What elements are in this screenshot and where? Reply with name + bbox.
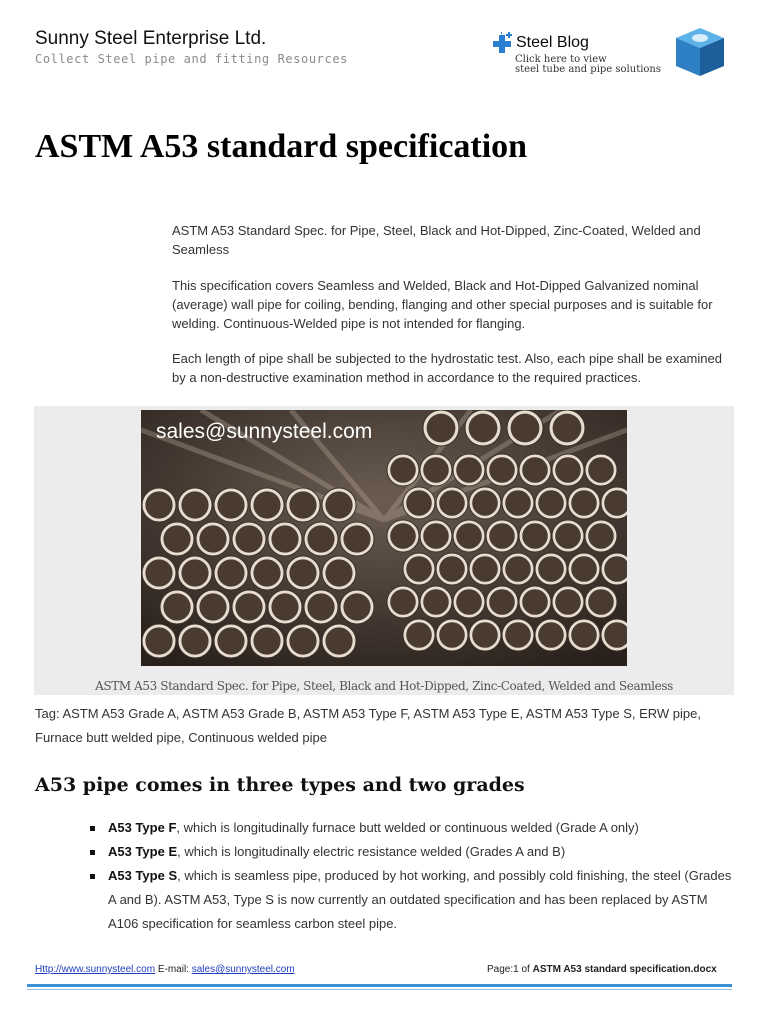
pipe-bore — [588, 589, 614, 615]
pipe-bore — [505, 556, 531, 582]
pipe-bore — [343, 593, 370, 620]
pipe-bore — [390, 589, 416, 615]
blog-subtitle-line1: Click here to view — [515, 54, 607, 65]
pipe-bore — [253, 627, 280, 654]
website-link[interactable]: Http://www.sunnysteel.com — [35, 964, 156, 975]
pipe-bore — [522, 523, 548, 549]
pipe-bore — [456, 457, 482, 483]
pipe-bore — [555, 523, 581, 549]
pipe-bore — [217, 559, 244, 586]
pipe-bore — [145, 491, 172, 518]
pipe-bore — [538, 622, 564, 648]
pipe-bore — [588, 523, 614, 549]
intro-paragraph-1: ASTM A53 Standard Spec. for Pipe, Steel, Black and Hot-Dipped, Zinc-Coated, Welded and Seamless — [172, 223, 701, 257]
pipe-bore — [181, 559, 208, 586]
email-label: E-mail: — [155, 964, 192, 975]
pipe-bore — [289, 559, 316, 586]
pipe-bore — [555, 589, 581, 615]
tag-line: Tag: ASTM A53 Grade A, ASTM A53 Grade B, ASTM A53 Type F, ASTM A53 Type E, ASTM A53 Type S, ERW pipe, Furnace butt welded pipe, Continuous welded pipe — [35, 706, 701, 745]
pipe-bore — [571, 490, 597, 516]
pipe-bore — [235, 593, 262, 620]
cube-icon — [672, 26, 728, 78]
pipe-bore — [145, 559, 172, 586]
list-item-term: A53 Type S — [108, 868, 178, 883]
bullet-icon — [90, 850, 95, 855]
list-item-term: A53 Type E — [108, 844, 178, 859]
list-item — [90, 864, 732, 936]
bullet-icon — [90, 826, 95, 831]
blog-title: Steel Blog — [516, 34, 589, 51]
pipe-bore — [571, 556, 597, 582]
pipe-bore — [505, 490, 531, 516]
pipe-bore — [489, 589, 515, 615]
pipe-bore — [553, 414, 582, 443]
pipe-bore — [505, 622, 531, 648]
pipe-bore — [217, 627, 244, 654]
pipe-bore — [145, 627, 172, 654]
pipe-bore — [406, 622, 432, 648]
pipe-bore — [289, 491, 316, 518]
footer-divider-thin — [27, 989, 732, 990]
plus-icon — [490, 32, 514, 56]
bullet-icon — [90, 874, 95, 879]
pipe-bore — [489, 457, 515, 483]
pipe-bore — [253, 491, 280, 518]
footer-page-info — [487, 964, 717, 975]
pipe-bore — [472, 490, 498, 516]
pipe-bore — [390, 523, 416, 549]
pipe-bore — [325, 559, 352, 586]
pipe-bore — [406, 556, 432, 582]
pipe-bore — [439, 622, 465, 648]
list-item-text: , which is seamless pipe, produced by hot working, and possibly cold finishing, the steel (Grades A and B). ASTM A53, Type S is now currently an outdated specification and has been replaced by ASTM A106 specification for seamless carbon steel pipe. — [108, 868, 732, 931]
pipe-bore — [423, 457, 449, 483]
figure — [34, 406, 734, 695]
company-tagline: Collect Steel pipe and fitting Resources — [35, 52, 348, 66]
pipe-bore — [217, 491, 244, 518]
pipe-bore — [325, 627, 352, 654]
pipe-bore — [390, 457, 416, 483]
pipe-bore — [472, 556, 498, 582]
pipe-bore — [163, 593, 190, 620]
pipe-bore — [588, 457, 614, 483]
pipe-bore — [469, 414, 498, 443]
pipe-bore — [325, 491, 352, 518]
footer-filename: ASTM A53 standard specification.docx — [532, 964, 717, 975]
blog-subtitle-line2: steel tube and pipe solutions — [515, 64, 662, 75]
pipe-bore — [343, 525, 370, 552]
pipe-bore — [163, 525, 190, 552]
pipe-bore — [571, 622, 597, 648]
pipe-bore — [307, 593, 334, 620]
company-name: Sunny Steel Enterprise Ltd. — [35, 28, 267, 49]
list-item-text: , which is longitudinally furnace butt welded or continuous welded (Grade A only) — [176, 820, 639, 835]
pipe-bore — [253, 559, 280, 586]
pipe-bore — [423, 523, 449, 549]
section-heading: A53 pipe comes in three types and two grades — [35, 774, 525, 796]
page-label: Page:1 of — [487, 964, 533, 975]
pipe-bore — [439, 556, 465, 582]
pipe-bore — [199, 525, 226, 552]
list-item-term: A53 Type F — [108, 820, 177, 835]
pipe-bore — [235, 525, 262, 552]
pipe-bore — [489, 523, 515, 549]
pipe-bore — [472, 622, 498, 648]
types-list — [90, 816, 732, 936]
pipe-bore — [181, 491, 208, 518]
list-item-text: , which is longitudinally electric resistance welded (Grades A and B) — [177, 844, 566, 859]
pipe-bore — [406, 490, 432, 516]
list-item — [90, 816, 732, 840]
steel-blog-banner[interactable] — [490, 24, 730, 80]
pipe-bore — [271, 525, 298, 552]
document-title: ASTM A53 standard specification — [35, 128, 528, 165]
pipe-bore — [511, 414, 540, 443]
footer-contact — [35, 964, 295, 975]
pipe-bore — [538, 490, 564, 516]
list-item — [90, 840, 732, 864]
email-link[interactable]: sales@sunnysteel.com — [191, 964, 295, 975]
pipe-bore — [522, 457, 548, 483]
pipe-bore — [271, 593, 298, 620]
pipe-bore — [522, 589, 548, 615]
pipe-bore — [307, 525, 334, 552]
figure-caption: ASTM A53 Standard Spec. for Pipe, Steel, Black and Hot-Dipped, Zinc-Coated, Welded and Seamless — [95, 679, 673, 693]
footer-divider — [27, 984, 732, 987]
pipe-bore — [181, 627, 208, 654]
pipe-bore — [456, 523, 482, 549]
pipe-bore — [423, 589, 449, 615]
pipe-bore — [199, 593, 226, 620]
pipes-photo — [141, 410, 627, 666]
pipe-bore — [427, 414, 456, 443]
pipe-bore — [456, 589, 482, 615]
figure-email-watermark: sales@sunnysteel.com — [156, 420, 373, 443]
intro-paragraph-2: This specification covers Seamless and Welded, Black and Hot-Dipped Galvanized nominal (average) wall pipe for coiling, bending, flanging and other special purposes and is suitable for welding. Continuous-Welded pipe is not intended for flanging. — [172, 278, 713, 331]
pipe-bore — [289, 627, 316, 654]
pipe-bore — [555, 457, 581, 483]
pipe-bore — [439, 490, 465, 516]
intro-paragraph-3: Each length of pipe shall be subjected to the hydrostatic test. Also, each pipe shall be examined by a non-destructive examination method in accordance to the required practices. — [172, 351, 722, 385]
pipe-bore — [538, 556, 564, 582]
